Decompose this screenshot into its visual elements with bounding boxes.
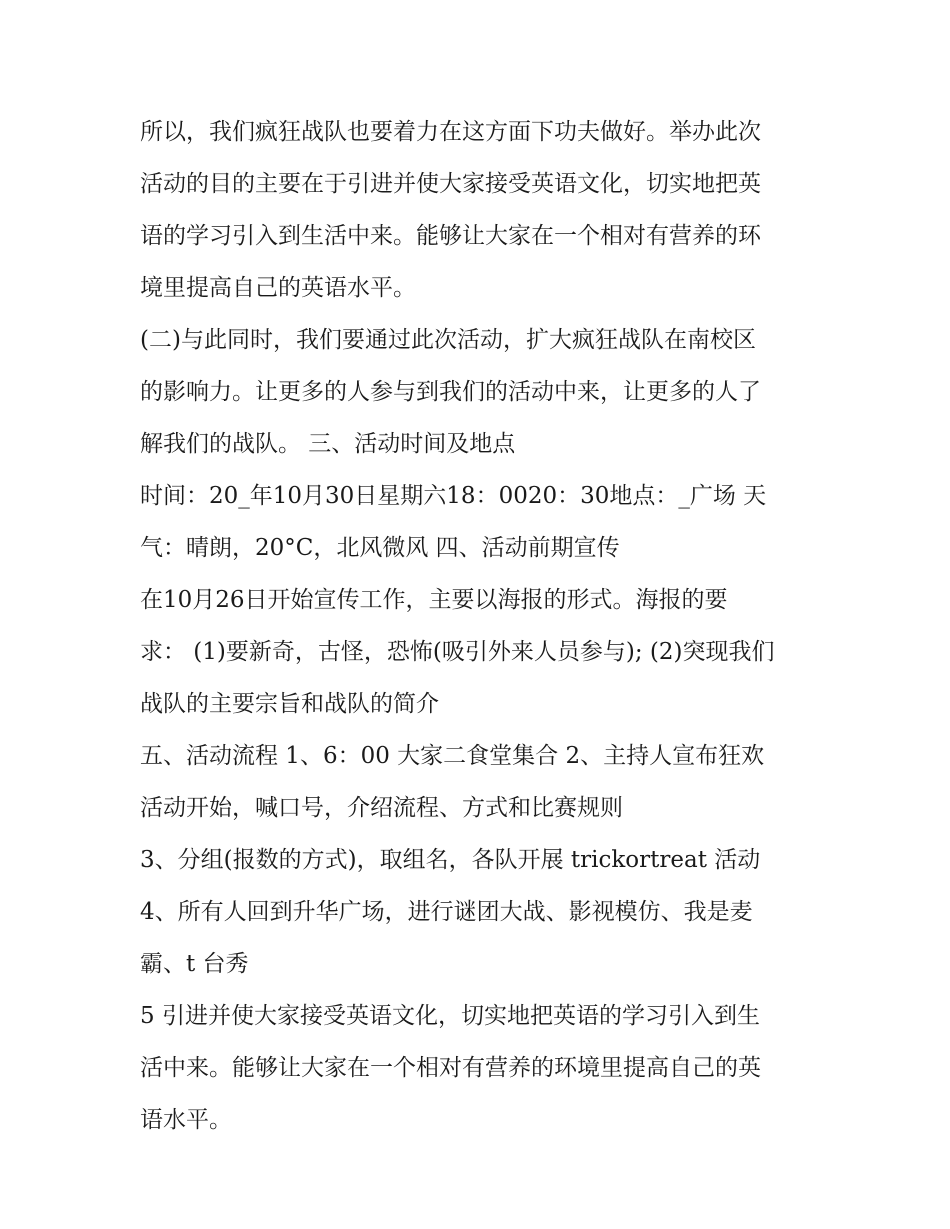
text-line: (二)与此同时，我们要通过此次活动，扩大疯狂战队在南校区: [140, 327, 756, 353]
text-line: 所以，我们疯狂战队也要着力在这方面下功夫做好。举办此次: [140, 119, 761, 145]
text-line: 解我们的战队。 三、活动时间及地点: [140, 431, 516, 457]
text-line: 在10月26日开始宣传工作，主要以海报的形式。海报的要: [140, 587, 728, 613]
text-line: 的影响力。让更多的人参与到我们的活动中来，让更多的人了: [140, 379, 761, 405]
text-line: 语水平。: [140, 1107, 232, 1133]
text-line: 5 引进并使大家接受英语文化，切实地把英语的学习引入到生: [140, 1003, 760, 1029]
text-line: 境里提高自己的英语水平。: [140, 275, 416, 301]
text-line: 活动开始，喊口号，介绍流程、方式和比赛规则: [140, 795, 623, 821]
text-line: 霸、t 台秀: [140, 951, 249, 977]
text-line: 活中来。能够让大家在一个相对有营养的环境里提高自己的英: [140, 1055, 761, 1081]
text-line: 活动的目的主要在于引进并使大家接受英语文化，切实地把英: [140, 171, 761, 197]
text-line: 时间：20_年10月30日星期六18：0020：30地点：_广场 天: [140, 483, 767, 509]
text-line: 战队的主要宗旨和战队的简介: [140, 691, 439, 717]
document-body: [140, 106, 820, 1146]
text-line: 求： (1)要新奇，古怪，恐怖(吸引外来人员参与); (2)突现我们: [140, 639, 775, 665]
text-line: 五、活动流程 1、6：00 大家二食堂集合 2、主持人宣布狂欢: [140, 743, 765, 769]
text-line: 语的学习引入到生活中来。能够让大家在一个相对有营养的环: [140, 223, 761, 249]
text-line: 3、分组(报数的方式)，取组名，各队开展 trickortreat 活动: [140, 847, 761, 873]
text-line: 4、所有人回到升华广场，进行谜团大战、影视模仿、我是麦: [140, 899, 753, 925]
text-line: 气：晴朗，20°C，北风微风 四、活动前期宣传: [140, 535, 620, 561]
